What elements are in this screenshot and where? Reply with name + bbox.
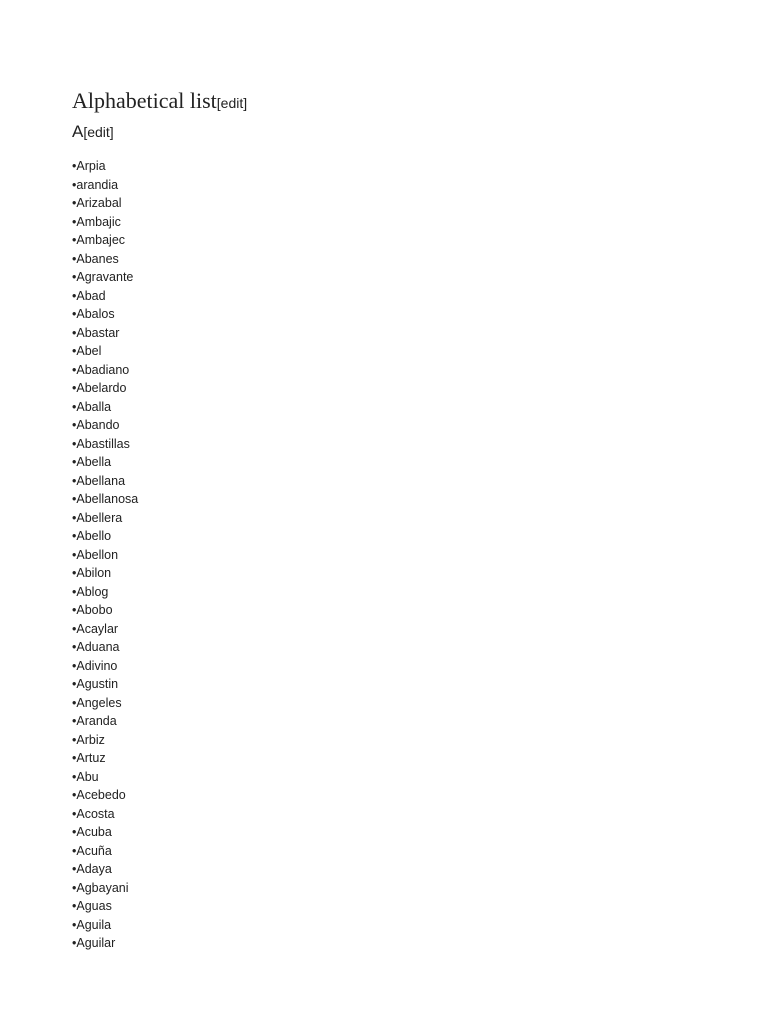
list-item: [72, 305, 692, 324]
list-item-label: Aduana: [76, 640, 120, 654]
list-item: [72, 601, 692, 620]
bullet-icon: •: [72, 899, 77, 913]
list-item-label: Aguilar: [76, 936, 116, 950]
list-item: [72, 638, 692, 657]
list-item-label: Acebedo: [76, 788, 126, 802]
bullet-icon: •: [72, 640, 77, 654]
list-item: [72, 472, 692, 491]
list-item-label: Arizabal: [76, 196, 122, 210]
list-item-label: Ambajec: [76, 233, 126, 247]
list-item: [72, 176, 692, 195]
bullet-icon: •: [72, 862, 77, 876]
bullet-icon: •: [72, 214, 77, 229]
list-item-label: Abellanosa: [76, 492, 139, 506]
list-item: [72, 250, 692, 269]
section-a-edit-link[interactable]: [edit]: [83, 124, 114, 140]
section-heading-a: [72, 120, 692, 144]
bullet-icon: •: [72, 492, 77, 506]
list-item-label: Abello: [76, 529, 112, 543]
bullet-icon: •: [72, 843, 77, 858]
list-item: [72, 435, 692, 454]
list-item: [72, 620, 692, 639]
list-item: [72, 324, 692, 343]
bullet-icon: •: [72, 584, 77, 599]
list-item-label: Abalos: [76, 307, 115, 321]
list-item-label: Abellon: [76, 547, 119, 562]
list-item-label: Aguas: [76, 899, 112, 913]
bullet-icon: •: [72, 455, 77, 469]
list-item: [72, 342, 692, 361]
name-list: [72, 157, 692, 953]
list-item-label: arandia: [76, 177, 119, 192]
list-item: [72, 712, 692, 731]
bullet-icon: •: [72, 677, 77, 691]
list-item: [72, 731, 692, 750]
list-item: [72, 916, 692, 935]
list-item-label: Abellana: [76, 473, 126, 488]
list-item-label: Adivino: [76, 658, 118, 673]
bullet-icon: •: [72, 159, 77, 173]
list-item-label: Artuz: [76, 751, 106, 765]
bullet-icon: •: [72, 270, 77, 284]
list-item-label: Agravante: [76, 270, 134, 284]
list-item-label: Angeles: [76, 695, 122, 710]
list-item: [72, 527, 692, 546]
bullet-icon: •: [72, 714, 77, 728]
list-item: [72, 379, 692, 398]
list-item: [72, 879, 692, 898]
list-item-label: Abellera: [76, 510, 123, 525]
list-item: [72, 860, 692, 879]
bullet-icon: •: [72, 325, 77, 340]
list-item-label: Aguila: [76, 917, 112, 932]
list-item: [72, 268, 692, 287]
list-item-label: Abobo: [76, 603, 113, 617]
list-item-label: Abando: [76, 418, 120, 432]
bullet-icon: •: [72, 547, 77, 562]
bullet-icon: •: [72, 936, 77, 950]
list-item: [72, 897, 692, 916]
bullet-icon: •: [72, 529, 77, 543]
bullet-icon: •: [72, 196, 77, 210]
list-item: [72, 934, 692, 953]
list-item-label: Ambajic: [76, 214, 121, 229]
list-item-label: Agustin: [76, 677, 119, 691]
list-item: [72, 842, 692, 861]
list-item-label: Arbiz: [76, 732, 105, 747]
list-item: [72, 564, 692, 583]
list-item-label: Abadiano: [76, 362, 130, 377]
list-item: [72, 453, 692, 472]
list-item: [72, 823, 692, 842]
bullet-icon: •: [72, 566, 77, 580]
list-item: [72, 194, 692, 213]
list-item: [72, 657, 692, 676]
list-item-label: Abastar: [76, 325, 120, 340]
list-item-label: Abilon: [76, 566, 112, 580]
bullet-icon: •: [72, 621, 77, 636]
list-item: [72, 509, 692, 528]
bullet-icon: •: [72, 288, 77, 303]
list-item: [72, 361, 692, 380]
bullet-icon: •: [72, 177, 77, 192]
bullet-icon: •: [72, 233, 77, 247]
list-item-label: Acuña: [76, 843, 112, 858]
bullet-icon: •: [72, 880, 77, 895]
heading-edit-link[interactable]: [edit]: [216, 95, 248, 111]
list-item: [72, 416, 692, 435]
list-item-label: Acaylar: [76, 621, 119, 636]
page-heading: [72, 86, 692, 116]
bullet-icon: •: [72, 751, 77, 765]
list-item-label: Abanes: [76, 251, 119, 266]
list-item: [72, 287, 692, 306]
list-item: [72, 786, 692, 805]
bullet-icon: •: [72, 825, 77, 839]
document-page: [72, 86, 692, 953]
bullet-icon: •: [72, 769, 77, 784]
bullet-icon: •: [72, 917, 77, 932]
list-item-label: Abelardo: [76, 381, 127, 395]
list-item-label: Abad: [76, 288, 106, 303]
list-item: [72, 157, 692, 176]
bullet-icon: •: [72, 806, 77, 821]
list-item-label: Abu: [76, 769, 99, 784]
list-item: [72, 398, 692, 417]
list-item-label: Abel: [76, 344, 102, 358]
list-item: [72, 231, 692, 250]
bullet-icon: •: [72, 399, 77, 414]
list-item: [72, 583, 692, 602]
bullet-icon: •: [72, 436, 77, 451]
bullet-icon: •: [72, 362, 77, 377]
bullet-icon: •: [72, 344, 77, 358]
bullet-icon: •: [72, 473, 77, 488]
list-item-label: Acosta: [76, 806, 115, 821]
section-a-title: A: [72, 122, 84, 141]
list-item: [72, 768, 692, 787]
bullet-icon: •: [72, 381, 77, 395]
list-item-label: Abella: [76, 455, 112, 469]
list-item: [72, 749, 692, 768]
list-item-label: Adaya: [76, 862, 112, 876]
list-item-label: Agbayani: [76, 880, 129, 895]
list-item-label: Arpia: [76, 159, 106, 173]
list-item-label: Aranda: [76, 714, 117, 728]
list-item: [72, 213, 692, 232]
bullet-icon: •: [72, 251, 77, 266]
list-item: [72, 546, 692, 565]
bullet-icon: •: [72, 788, 77, 802]
list-item: [72, 805, 692, 824]
bullet-icon: •: [72, 732, 77, 747]
list-item: [72, 490, 692, 509]
bullet-icon: •: [72, 603, 77, 617]
bullet-icon: •: [72, 695, 77, 710]
bullet-icon: •: [72, 307, 77, 321]
list-item: [72, 675, 692, 694]
list-item: [72, 694, 692, 713]
list-item-label: Acuba: [76, 825, 112, 839]
list-item-label: Ablog: [76, 584, 109, 599]
bullet-icon: •: [72, 658, 77, 673]
bullet-icon: •: [72, 418, 77, 432]
bullet-icon: •: [72, 510, 77, 525]
list-item-label: Abastillas: [76, 436, 130, 451]
list-item-label: Aballa: [76, 399, 112, 414]
heading-title: Alphabetical list: [72, 88, 217, 113]
